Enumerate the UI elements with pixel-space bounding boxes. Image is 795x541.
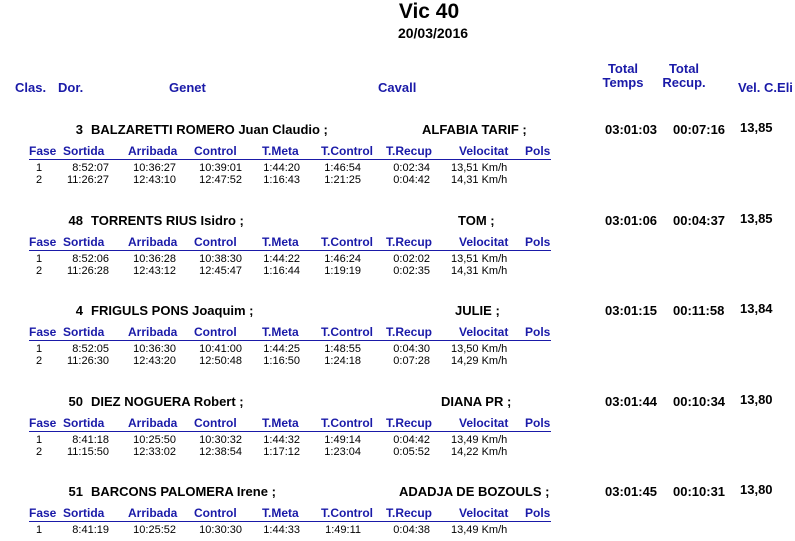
phase-cell-sortida: 11:15:50: [66, 445, 109, 458]
phase-cell-t-control: 1:21:25: [324, 174, 361, 186]
sub-header-pols: Pols: [525, 234, 551, 249]
sub-header-t-meta: T.Meta: [262, 325, 299, 339]
phase-cell-fase: 1: [35, 433, 43, 446]
entry-rider: BALZARETTI ROMERO Juan Claudio ;: [91, 122, 328, 137]
phase-cell-fase: 1: [35, 162, 43, 174]
sub-header-velocitat: Velocitat: [459, 234, 509, 249]
sub-header-rule: [29, 521, 551, 522]
sub-header-t-control: T.Control: [321, 144, 373, 158]
sub-header-pols: Pols: [525, 325, 551, 339]
report-title: Vic 40: [398, 0, 460, 23]
entry-rider: TORRENTS RIUS Isidro ;: [91, 212, 244, 228]
sub-header-arribada: Arribada: [128, 506, 178, 520]
sub-header-t-recup: T.Recup: [386, 234, 433, 249]
phase-cell-velocitat: 13,51 Km/h: [451, 252, 508, 265]
sub-header-fase: Fase: [29, 325, 57, 339]
sub-header-arribada: Arribada: [128, 144, 178, 158]
phase-cell-t-control: 1:49:11: [325, 524, 361, 536]
phase-cell-t-control: 1:46:24: [324, 252, 361, 265]
phase-cell-t-meta: 1:17:12: [263, 445, 300, 458]
phase-cell-t-recup: 0:04:42: [393, 433, 430, 446]
phase-cell-arribada: 12:43:20: [133, 355, 176, 367]
entry-dorsal: 4: [75, 303, 83, 318]
sub-header-control: Control: [194, 144, 237, 158]
sub-header-rule: [29, 250, 551, 251]
entry-dorsal: 50: [68, 393, 83, 409]
sub-header-control: Control: [194, 234, 237, 249]
phase-cell-arribada: 12:43:12: [133, 264, 176, 277]
entry-rider: BARCONS PALOMERA Irene ;: [91, 484, 276, 499]
entry-total-temps: 03:01:03: [605, 122, 658, 137]
entry-horse: ADADJA DE BOZOULS ;: [399, 484, 550, 499]
phase-cell-t-recup: 0:02:34: [393, 162, 430, 174]
sub-header-arribada: Arribada: [128, 415, 178, 430]
sub-header-t-recup: T.Recup: [386, 506, 433, 520]
phase-cell-t-recup: 0:04:38: [393, 524, 430, 536]
sub-header-velocitat: Velocitat: [459, 415, 509, 430]
entry-dorsal: 51: [68, 484, 83, 499]
sub-header-rule: [29, 159, 551, 160]
sub-header-t-meta: T.Meta: [262, 506, 299, 520]
phase-cell-velocitat: 14,29 Km/h: [451, 355, 508, 367]
phase-cell-sortida: 11:26:28: [66, 264, 109, 277]
sub-header-pols: Pols: [525, 415, 551, 430]
sub-header-sortida: Sortida: [63, 234, 105, 249]
phase-cell-t-meta: 1:44:33: [263, 524, 300, 536]
sub-header-control: Control: [194, 325, 237, 339]
phase-cell-control: 12:38:54: [199, 445, 242, 458]
sub-header-t-recup: T.Recup: [386, 325, 433, 339]
phase-cell-t-recup: 0:02:02: [393, 252, 430, 265]
phase-cell-velocitat: 13,51 Km/h: [451, 162, 508, 174]
phase-cell-sortida: 8:41:19: [72, 524, 109, 536]
sub-header-velocitat: Velocitat: [459, 144, 509, 158]
phase-cell-sortida: 8:52:06: [72, 252, 109, 265]
phase-cell-velocitat: 14,31 Km/h: [451, 264, 508, 277]
entry-vel: 13,85: [740, 210, 773, 226]
column-header-clas: Clas.: [15, 80, 47, 95]
sub-header-t-control: T.Control: [321, 234, 373, 249]
sub-header-control: Control: [194, 506, 237, 520]
entry-horse: JULIE ;: [455, 303, 500, 318]
phase-cell-control: 10:41:00: [199, 343, 242, 355]
phase-cell-t-recup: 0:04:42: [393, 174, 430, 186]
sub-header-velocitat: Velocitat: [459, 325, 509, 339]
column-header-genet: Genet: [169, 80, 206, 95]
phase-cell-t-control: 1:48:55: [324, 343, 361, 355]
phase-cell-sortida: 11:26:27: [66, 174, 109, 186]
phase-cell-t-meta: 1:16:43: [263, 174, 300, 186]
sub-header-pols: Pols: [525, 506, 551, 520]
sub-header-t-meta: T.Meta: [262, 415, 299, 430]
phase-cell-sortida: 8:52:05: [72, 343, 109, 355]
phase-cell-arribada: 10:36:30: [133, 343, 176, 355]
phase-cell-t-control: 1:46:54: [324, 162, 361, 174]
entry-total-recup: 00:10:31: [673, 484, 726, 499]
phase-cell-control: 10:39:01: [199, 162, 242, 174]
sub-header-pols: Pols: [525, 144, 551, 158]
entry-total-temps: 03:01:44: [605, 393, 658, 409]
report-date: 20/03/2016: [397, 25, 469, 41]
entry-total-recup: 00:11:58: [673, 303, 725, 318]
phase-cell-arribada: 12:43:10: [133, 174, 176, 186]
sub-header-fase: Fase: [29, 506, 57, 520]
entry-horse: DIANA PR ;: [441, 393, 512, 409]
sub-header-fase: Fase: [29, 234, 57, 249]
phase-cell-velocitat: 14,22 Km/h: [451, 445, 508, 458]
phase-cell-t-meta: 1:44:32: [263, 433, 300, 446]
entry-horse: ALFABIA TARIF ;: [422, 122, 527, 137]
phase-cell-sortida: 8:52:07: [72, 162, 109, 174]
sub-header-control: Control: [194, 415, 237, 430]
entry-dorsal: 3: [75, 122, 83, 137]
phase-cell-sortida: 8:41:18: [72, 433, 109, 446]
sub-header-t-recup: T.Recup: [386, 415, 433, 430]
entry-total-recup: 00:07:16: [673, 122, 726, 137]
phase-cell-t-meta: 1:44:25: [263, 343, 300, 355]
phase-cell-control: 10:30:32: [199, 433, 242, 446]
sub-header-fase: Fase: [29, 144, 57, 158]
entry-total-temps: 03:01:06: [605, 212, 658, 228]
sub-header-rule: [29, 340, 551, 341]
phase-cell-fase: 1: [35, 524, 43, 536]
phase-cell-velocitat: 13,49 Km/h: [451, 524, 508, 536]
entry-total-temps: 03:01:15: [605, 303, 658, 318]
phase-cell-control: 12:50:48: [199, 355, 242, 367]
sub-header-arribada: Arribada: [128, 325, 178, 339]
phase-cell-t-meta: 1:16:44: [263, 264, 300, 277]
phase-cell-arribada: 10:25:52: [133, 524, 176, 536]
entry-rider: DIEZ NOGUERA Robert ;: [91, 393, 244, 409]
phase-cell-fase: 2: [35, 264, 43, 277]
sub-header-t-meta: T.Meta: [262, 234, 299, 249]
phase-cell-fase: 2: [35, 445, 43, 458]
phase-cell-t-control: 1:23:04: [324, 445, 361, 458]
phase-cell-t-meta: 1:16:50: [263, 355, 300, 367]
phase-cell-t-control: 1:24:18: [324, 355, 361, 367]
entry-vel: 13,80: [740, 391, 773, 407]
phase-cell-fase: 1: [35, 252, 43, 265]
phase-cell-t-recup: 0:07:28: [393, 355, 430, 367]
sub-header-velocitat: Velocitat: [459, 506, 509, 520]
sub-header-t-control: T.Control: [321, 415, 373, 430]
phase-cell-arribada: 10:25:50: [133, 433, 176, 446]
sub-header-sortida: Sortida: [63, 506, 105, 520]
sub-header-sortida: Sortida: [63, 144, 105, 158]
sub-header-sortida: Sortida: [63, 415, 105, 430]
phase-cell-t-control: 1:49:14: [324, 433, 361, 446]
phase-cell-t-recup: 0:04:30: [393, 343, 430, 355]
entry-rider: FRIGULS PONS Joaquim ;: [91, 303, 254, 318]
phase-cell-fase: 1: [35, 343, 43, 355]
sub-header-t-control: T.Control: [321, 506, 373, 520]
sub-header-t-control: T.Control: [321, 325, 373, 339]
entry-dorsal: 48: [68, 212, 83, 228]
phase-cell-control: 12:47:52: [199, 174, 242, 186]
phase-cell-control: 10:30:30: [199, 524, 242, 536]
entry-horse: TOM ;: [458, 212, 495, 228]
entry-total-recup: 00:10:34: [673, 393, 726, 409]
phase-cell-control: 10:38:30: [199, 252, 242, 265]
phase-cell-t-meta: 1:44:22: [263, 252, 300, 265]
column-header-cavall: Cavall: [378, 80, 417, 95]
phase-cell-fase: 2: [35, 355, 43, 367]
phase-cell-fase: 2: [35, 174, 43, 186]
sub-header-sortida: Sortida: [63, 325, 105, 339]
phase-cell-t-control: 1:19:19: [324, 264, 361, 277]
entry-vel: 13,85: [740, 120, 773, 135]
phase-cell-velocitat: 13,50 Km/h: [451, 343, 508, 355]
phase-cell-t-recup: 0:05:52: [393, 445, 430, 458]
sub-header-t-meta: T.Meta: [262, 144, 299, 158]
phase-cell-velocitat: 13,49 Km/h: [451, 433, 508, 446]
phase-cell-arribada: 10:36:27: [133, 162, 176, 174]
phase-cell-sortida: 11:26:30: [66, 355, 109, 367]
entry-total-recup: 00:04:37: [673, 212, 726, 228]
phase-cell-arribada: 12:33:02: [133, 445, 176, 458]
phase-cell-arribada: 10:36:28: [133, 252, 176, 265]
sub-header-rule: [29, 431, 551, 432]
column-header-vel: Vel. C.Eli: [738, 80, 793, 95]
sub-header-t-recup: T.Recup: [386, 144, 433, 158]
phase-cell-control: 12:45:47: [199, 264, 242, 277]
sub-header-arribada: Arribada: [128, 234, 178, 249]
entry-vel: 13,84: [740, 301, 773, 316]
column-header-dor: Dor.: [58, 80, 84, 95]
column-header-total-recup: Total Recup.: [662, 61, 706, 90]
phase-cell-t-meta: 1:44:20: [263, 162, 300, 174]
phase-cell-velocitat: 14,31 Km/h: [451, 174, 508, 186]
entry-vel: 13,80: [740, 482, 773, 497]
sub-header-fase: Fase: [29, 415, 57, 430]
entry-total-temps: 03:01:45: [605, 484, 658, 499]
column-header-total-temps: Total Temps: [602, 61, 644, 90]
phase-cell-t-recup: 0:02:35: [393, 264, 430, 277]
